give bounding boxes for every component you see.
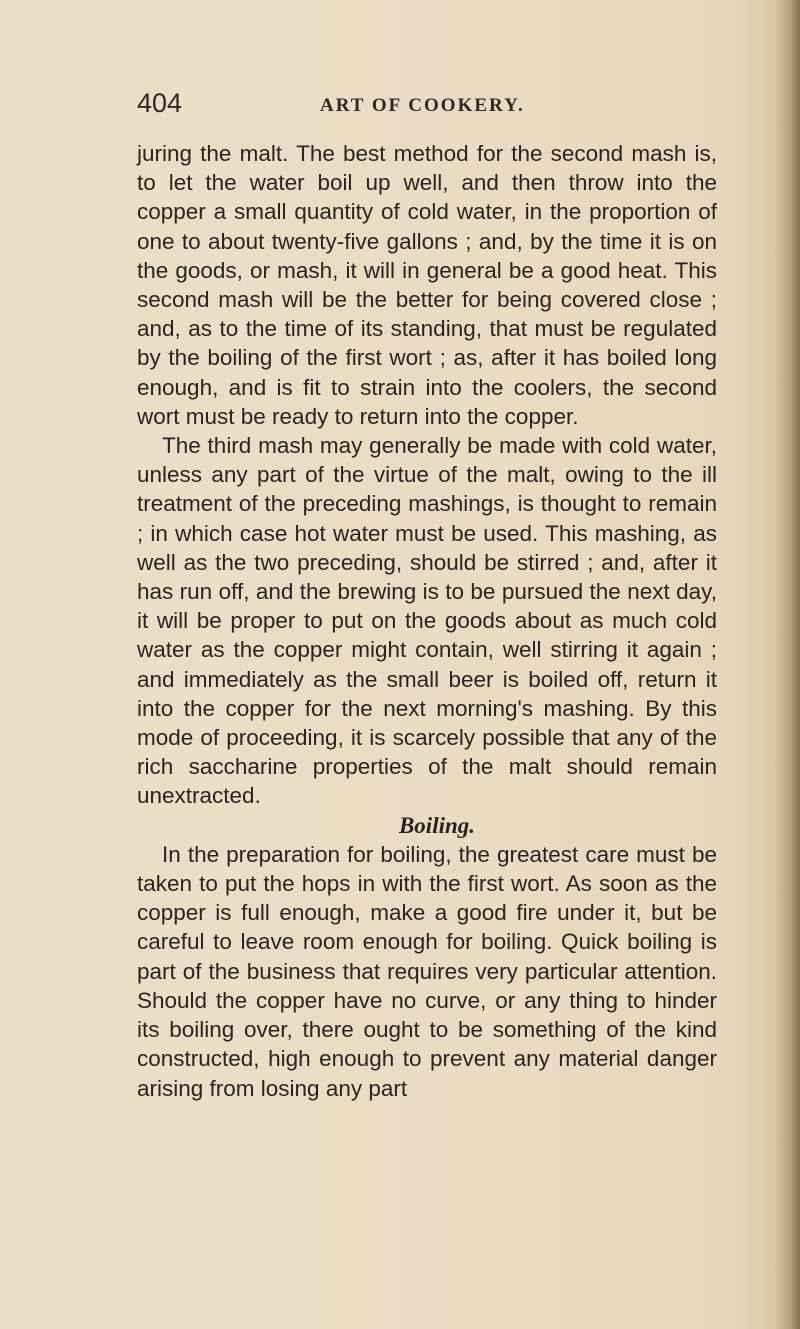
page-header (137, 88, 697, 128)
page-edge-shadow (774, 0, 800, 1329)
page-body (137, 139, 717, 1103)
section-heading-boiling: Boiling. (398, 812, 476, 838)
page-number: 404 (137, 88, 183, 118)
paragraph-third-mash: The third mash may generally be made with cold water, unless any part of the virtue of the malt, owing to the ill treatment of the preceding mashings, is thought to remain ; in which case hot water must be used. This mashing, as well as the two preceding, should be stirred ; and, after it has run off, and the brewing is to be pursued the next day, it will be proper to put on the goods about as much cold water as the copper might contain, well stirring it again ; and immediately as the small beer is boiled off, return it into the copper for the next morning's mashing. By this mode of proceeding, it is scarcely possible that any of the rich saccharine properties of the malt should remain unextracted. (137, 433, 717, 809)
paragraph-continued: juring the malt. The best method for the second mash is, to let the water boil up well, and then throw into the copper a small quantity of cold water, in the proportion of one to about twenty-five gallons ; and, by the time it is on the goods, or mash, it will in general be a good heat. This second mash will be the better for being covered close ; and, as to the time of its standing, that must be regulated by the boiling of the first wort ; as, after it has boiled long enough, and is fit to strain into the coolers, the second wort must be ready to return into the copper. (137, 141, 717, 429)
paragraph-boiling: In the preparation for boiling, the greatest care must be taken to put the hops in with the first wort. As soon as the copper is full enough, make a good fire under it, but be careful to leave room enough for boiling. Quick boiling is part of the business that requires very particular attention. Should the copper have no curve, or any thing to hinder its boiling over, there ought to be something of the kind constructed, high enough to prevent any material danger arising from losing any part (137, 841, 717, 1101)
running-title: ART OF COOKERY. (320, 95, 525, 116)
